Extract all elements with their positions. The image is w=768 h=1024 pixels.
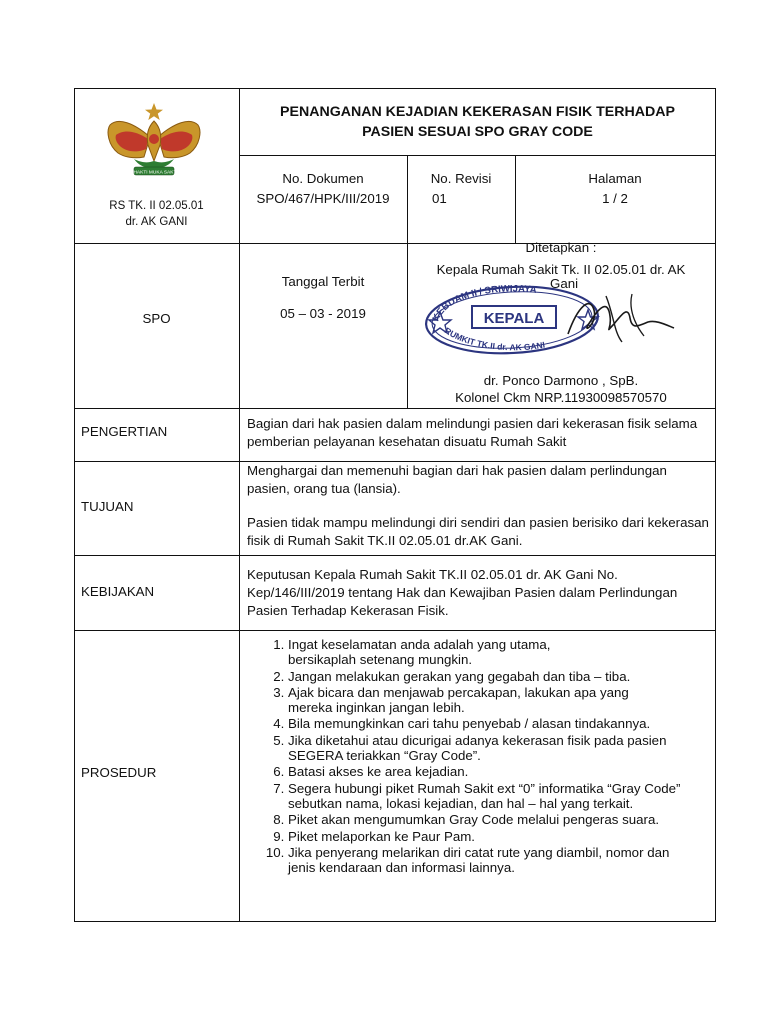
- doc-number-label: No. Dokumen: [282, 171, 364, 186]
- pengertian-label: PENGERTIAN: [81, 424, 168, 439]
- page-value: 1 / 2: [602, 191, 628, 206]
- prosedur-label: PROSEDUR: [81, 765, 157, 780]
- pengertian-text: Bagian dari hak pasien dalam melindungi pasien dari kekerasan fisik selama pemberian pelayanan kesehatan disuatu Rumah Sakit: [247, 416, 698, 449]
- prosedur-item: 8. Piket akan mengumumkan Gray Code melalui pengeras suara.: [288, 812, 728, 827]
- spo-label: SPO: [142, 311, 171, 326]
- official-stamp-signature: [418, 276, 680, 356]
- approved-label: Ditetapkan :: [525, 240, 597, 255]
- prosedur-item: 10. Jika penyerang melarikan diri catat rute yang diambil, nomor dan jenis kendaraan dan informasi lainnya.: [288, 845, 698, 876]
- issue-date-value: 05 – 03 - 2019: [280, 306, 366, 321]
- revision-label: No. Revisi: [430, 171, 492, 186]
- hospital-name: RS TK. II 02.05.01: [109, 200, 204, 212]
- table-border-bottom: [74, 921, 716, 922]
- signer-name: dr. Ponco Darmono , SpB.: [483, 373, 639, 388]
- logo-motto: BHAKTI MUKA SAKTI: [130, 170, 178, 176]
- stamp-top-text: KEBDAM II / SRIWIJAYA: [430, 283, 538, 324]
- doc-number-value: SPO/467/HPK/III/2019: [256, 191, 390, 206]
- document-title-line-1: PENANGANAN KEJADIAN KEKERASAN FISIK TERHADAP: [280, 104, 675, 120]
- document-title-line-2: PASIEN SESUAI SPO GRAY CODE: [362, 124, 593, 140]
- tujuan-text-1: Menghargai dan memenuhi bagian dari hak pasien dalam perlindungan pasien, orang tua (lansia).: [247, 463, 667, 496]
- stamp-center-text: KEPALA: [483, 310, 545, 327]
- tujuan-label: TUJUAN: [81, 499, 134, 514]
- prosedur-item: 9. Piket melaporkan ke Paur Pam.: [288, 829, 728, 844]
- military-emblem-logo: [104, 101, 204, 183]
- spo-row-divider: [74, 408, 716, 409]
- page-label: Halaman: [588, 171, 642, 186]
- prosedur-item: 2. Jangan melakukan gerakan yang gegabah dan tiba – tiba.: [288, 669, 728, 684]
- signer-rank: Kolonel Ckm NRP.11930098570570: [455, 390, 667, 405]
- table-column-divider: [239, 88, 240, 922]
- kebijakan-row-divider: [74, 630, 716, 631]
- table-border-top: [74, 88, 716, 89]
- tujuan-text-2: Pasien tidak mampu melindungi diri sendiri dan pasien berisiko dari kekerasan fisik di Rumah Sakit TK.II 02.05.01 dr.AK Gani.: [247, 515, 709, 548]
- prosedur-list: [265, 637, 728, 876]
- kebijakan-text: Keputusan Kepala Rumah Sakit TK.II 02.05.01 dr. AK Gani No. Kep/146/III/2019 tentang Hak dan Kewajiban Pasien dalam Perlindungan Pasien Terhadap Kekerasan Fisik.: [247, 567, 678, 618]
- approved-by-line-2: Gani: [550, 276, 579, 291]
- title-row-divider: [239, 155, 716, 156]
- tujuan-row-divider: [74, 555, 716, 556]
- stamp-bottom-text: RUMKIT TK.II dr. AK GANI: [442, 325, 546, 353]
- revision-value: 01: [432, 191, 447, 206]
- prosedur-item: 7. Segera hubungi piket Rumah Sakit ext “0” informatika “Gray Code” sebutkan nama, lokasi kejadian, dan hal – hal yang terkait.: [288, 781, 684, 812]
- approved-by-line-1: Kepala Rumah Sakit Tk. II 02.05.01 dr. AK: [436, 262, 686, 277]
- doc-no-divider: [407, 155, 408, 243]
- prosedur-item: 4. Bila memungkinkan cari tahu penyebab / alasan tindakannya.: [288, 716, 728, 731]
- spo-document: [74, 88, 716, 922]
- prosedur-item: 3. Ajak bicara dan menjawab percakapan, lakukan apa yang mereka inginkan jangan lebih.: [288, 685, 648, 716]
- prosedur-item: 5. Jika diketahui atau dicurigai adanya kekerasan fisik pada pasien SEGERA teriakkan “Gray Code”.: [288, 733, 668, 764]
- prosedur-item: 6. Batasi akses ke area kejadian.: [288, 764, 728, 779]
- hospital-director: dr. AK GANI: [125, 216, 188, 228]
- prosedur-item: 1. Ingat keselamatan anda adalah yang utama, bersikaplah setenang mungkin.: [288, 637, 588, 668]
- kebijakan-label: KEBIJAKAN: [81, 584, 155, 599]
- issue-date-label: Tanggal Terbit: [281, 274, 365, 289]
